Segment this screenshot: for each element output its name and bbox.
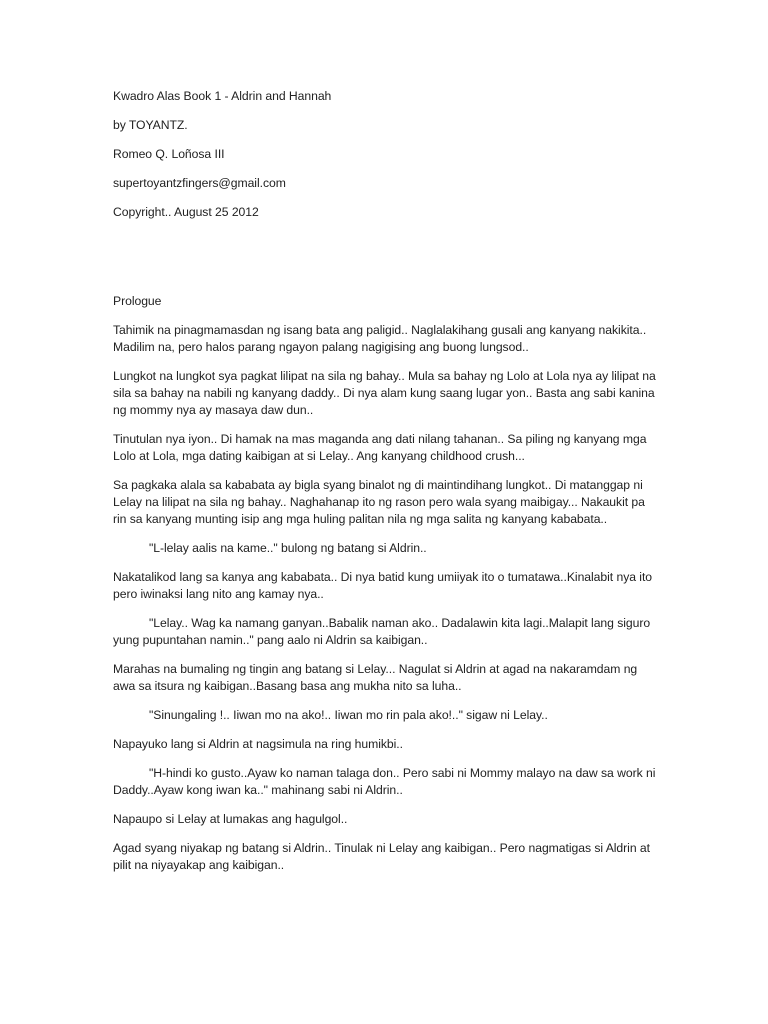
dialogue-paragraph: "H-hindi ko gusto..Ayaw ko naman talaga don.. Pero sabi ni Mommy malayo na daw sa work ni Daddy..Ayaw kong iwan ka.." mahinang sabi ni Aldrin.. xyxy=(113,766,656,797)
author-name: Romeo Q. Loñosa III xyxy=(113,147,225,161)
document-page xyxy=(113,88,658,886)
paragraph: Lungkot na lungkot sya pagkat lilipat na sila ng bahay.. Mula sa bahay ng Lolo at Lola nya ay lilipat na sila sa bahay na nabili ng kanyang daddy.. Di nya alam kung saang lugar yon.. Basta ang sabi kanina ng mommy nya ay masaya daw dun.. xyxy=(113,369,656,417)
book-title: Kwadro Alas Book 1 - Aldrin and Hannah xyxy=(113,89,332,103)
paragraph: Tahimik na pinagmamasdan ng isang bata ang paligid.. Naglalakihang gusali ang kanyang nakikita.. Madilim na, pero halos parang ngayon palang nagigising ang buong lungsod.. xyxy=(113,323,647,354)
author-email: supertoyantzfingers@gmail.com xyxy=(113,176,286,190)
copyright-line: Copyright.. August 25 2012 xyxy=(113,205,259,219)
section-heading: Prologue xyxy=(113,294,162,308)
paragraph: Napayuko lang si Aldrin at nagsimula na ring humikbi.. xyxy=(113,737,403,751)
paragraph: Tinutulan nya iyon.. Di hamak na mas maganda ang dati nilang tahanan.. Sa piling ng kanyang mga Lolo at Lola, mga dating kaibigan at si Lelay.. Ang kanyang childhood crush... xyxy=(113,432,647,463)
paragraph: Napaupo si Lelay at lumakas ang hagulgol.. xyxy=(113,812,348,826)
paragraph: Agad syang niyakap ng batang si Aldrin.. Tinulak ni Lelay ang kaibigan.. Pero nagmatigas si Aldrin at pilit na niyayakap ang kaibigan.. xyxy=(113,841,650,872)
paragraph: Sa pagkaka alala sa kababata ay bigla syang binalot ng di maintindihang lungkot.. Di matanggap ni Lelay na lilipat na sila ng bahay.. Naghahanap ito ng rason pero wala syang maibigay... Nakaukit pa rin sa kanyang munting isip ang mga huling palitan nila ng mga salita ng kanyang kababata.. xyxy=(113,478,645,526)
paragraph: Nakatalikod lang sa kanya ang kababata.. Di nya batid kung umiiyak ito o tumatawa..Kinalabit nya ito pero iwinaksi lang nito ang kamay nya.. xyxy=(113,570,653,601)
byline: by TOYANTZ. xyxy=(113,118,188,132)
dialogue-paragraph: "Sinungaling !.. Iiwan mo na ako!.. Iiwan mo rin pala ako!.." sigaw ni Lelay.. xyxy=(149,708,548,722)
blank-space xyxy=(113,233,658,293)
dialogue-paragraph: "Lelay.. Wag ka namang ganyan..Babalik naman ako.. Dadalawin kita lagi..Malapit lang siguro yung pupuntahan namin.." pang aalo ni Aldrin sa kaibigan.. xyxy=(113,616,651,647)
dialogue-paragraph: "L-lelay aalis na kame.." bulong ng batang si Aldrin.. xyxy=(149,541,427,555)
paragraph: Marahas na bumaling ng tingin ang batang si Lelay... Nagulat si Aldrin at agad na nakaramdam ng awa sa itsura ng kaibigan..Basang basa ang mukha nito sa luha.. xyxy=(113,662,638,693)
